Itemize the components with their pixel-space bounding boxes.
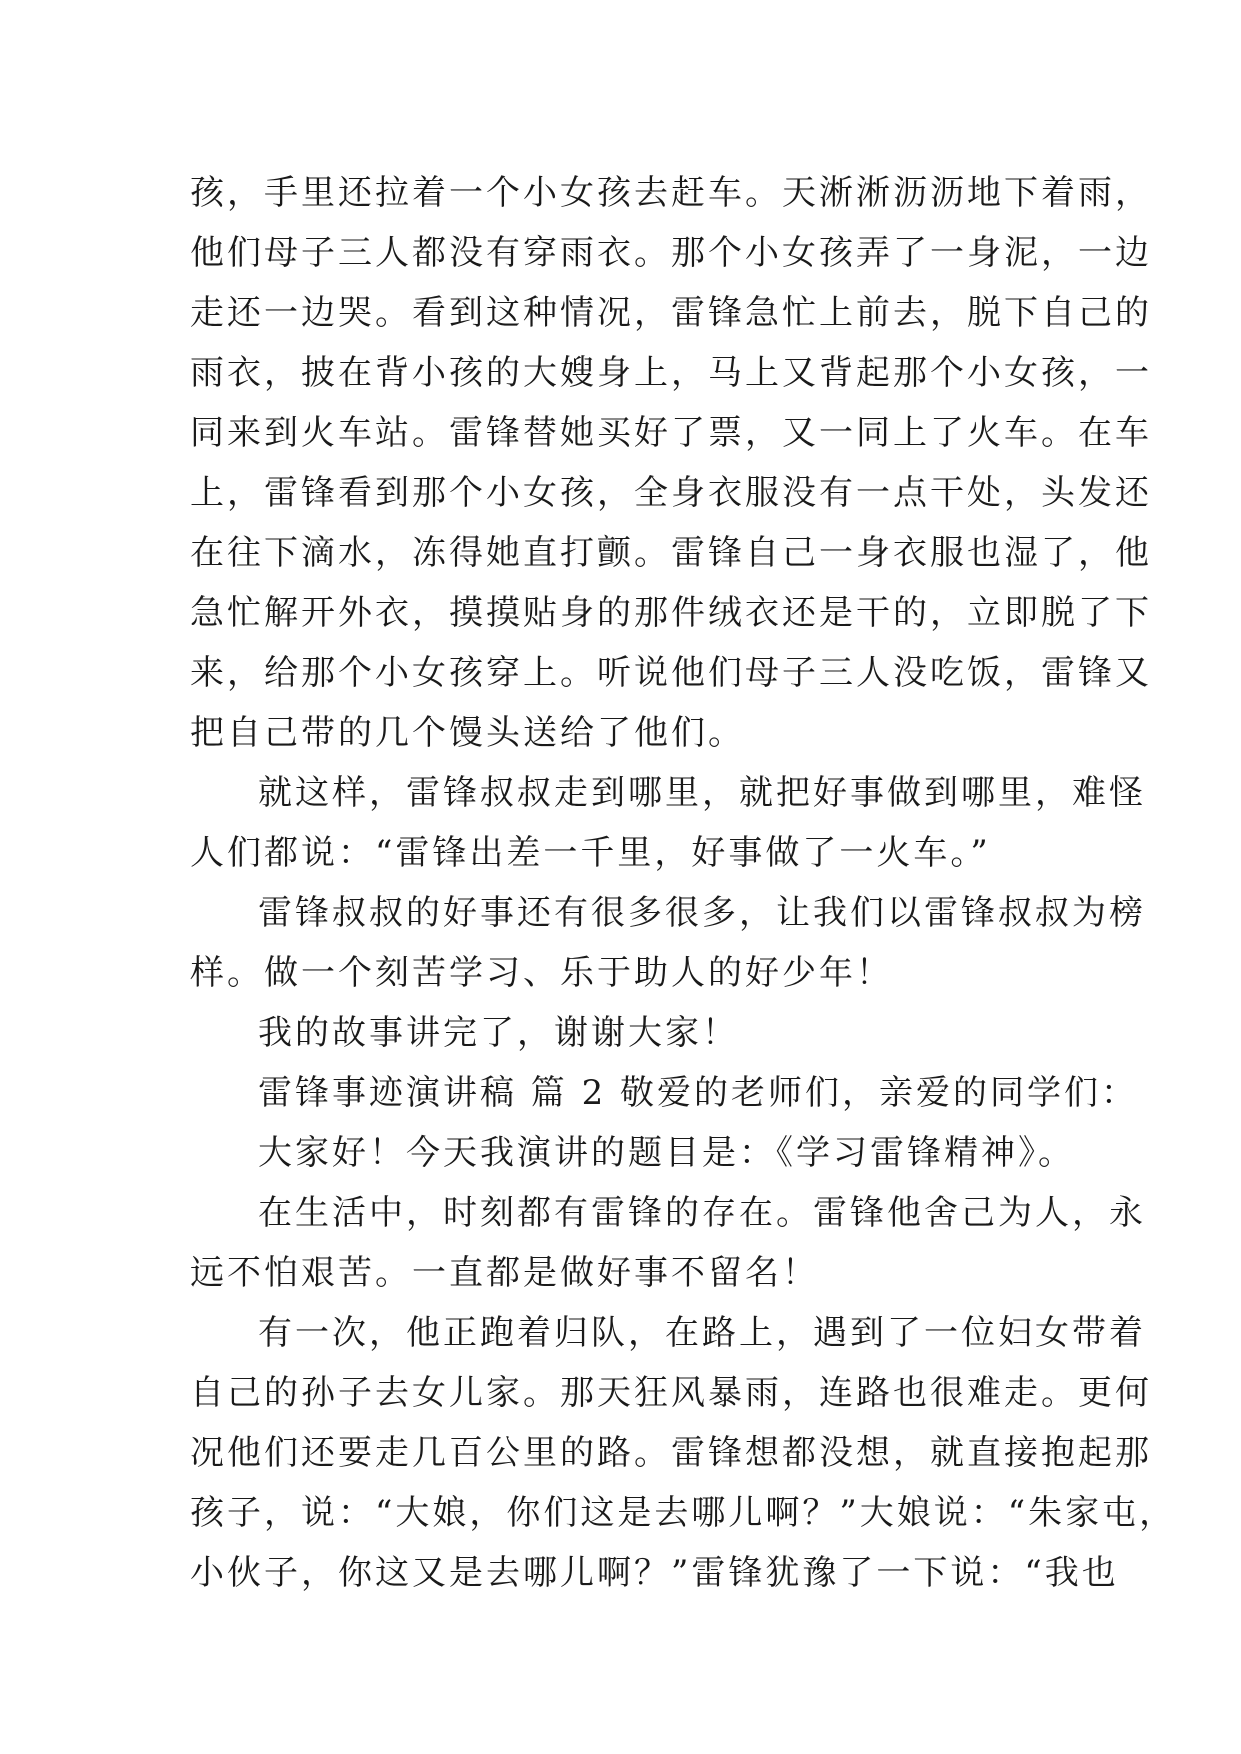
text-line: 在往下滴水，冻得她直打颤。雷锋自己一身衣服也湿了，他 (190, 533, 1152, 573)
text-line: 孩子，说：“大娘，你们这是去哪儿啊？”大娘说：“朱家屯， (190, 1493, 1177, 1533)
text-line: 远不怕艰苦。一直都是做好事不留名！ (190, 1253, 819, 1293)
paragraph-start: 我的故事讲完了，谢谢大家！ (258, 1013, 739, 1053)
text-line: 况他们还要走几百公里的路。雷锋想都没想，就直接抱起那 (190, 1433, 1152, 1473)
text-line: 雨衣，披在背小孩的大嫂身上，马上又背起那个小女孩，一 (190, 353, 1152, 393)
text-line: 人们都说：“雷锋出差一千里，好事做了一火车。” (190, 833, 991, 873)
text-line: 自己的孙子去女儿家。那天狂风暴雨，连路也很难走。更何 (190, 1373, 1152, 1413)
text-line: 同来到火车站。雷锋替她买好了票，又一同上了火车。在车 (190, 413, 1152, 453)
text-line: 他们母子三人都没有穿雨衣。那个小女孩弄了一身泥，一边 (190, 233, 1152, 273)
text-line: 上，雷锋看到那个小女孩，全身衣服没有一点干处，头发还 (190, 473, 1152, 513)
text-line: 样。做一个刻苦学习、乐于助人的好少年！ (190, 953, 893, 993)
body-text (190, 163, 1177, 1603)
paragraph-start: 大家好！今天我演讲的题目是：《学习雷锋精神》。 (258, 1133, 1075, 1173)
paragraph-start: 就这样，雷锋叔叔走到哪里，就把好事做到哪里，难怪 (258, 773, 1146, 813)
text-line: 急忙解开外衣，摸摸贴身的那件绒衣还是干的，立即脱了下 (190, 593, 1152, 633)
text-line: 小伙子，你这又是去哪儿啊？”雷锋犹豫了一下说：“我也 (190, 1553, 1119, 1593)
paragraph-start: 在生活中，时刻都有雷锋的存在。雷锋他舍己为人，永 (258, 1193, 1146, 1233)
text-line: 孩，手里还拉着一个小女孩去赶车。天淅淅沥沥地下着雨， (190, 173, 1152, 213)
paragraph-start: 雷锋叔叔的好事还有很多很多，让我们以雷锋叔叔为榜 (258, 893, 1146, 933)
text-line: 走还一边哭。看到这种情况，雷锋急忙上前去，脱下自己的 (190, 293, 1152, 333)
text-line: 来，给那个小女孩穿上。听说他们母子三人没吃饭，雷锋又 (190, 653, 1152, 693)
text-line: 把自己带的几个馒头送给了他们。 (190, 713, 745, 753)
section-heading-line: 雷锋事迹演讲稿 篇 2 敬爱的老师们，亲爱的同学们： (258, 1073, 1139, 1113)
paragraph-start: 有一次，他正跑着归队，在路上，遇到了一位妇女带着 (258, 1313, 1146, 1353)
